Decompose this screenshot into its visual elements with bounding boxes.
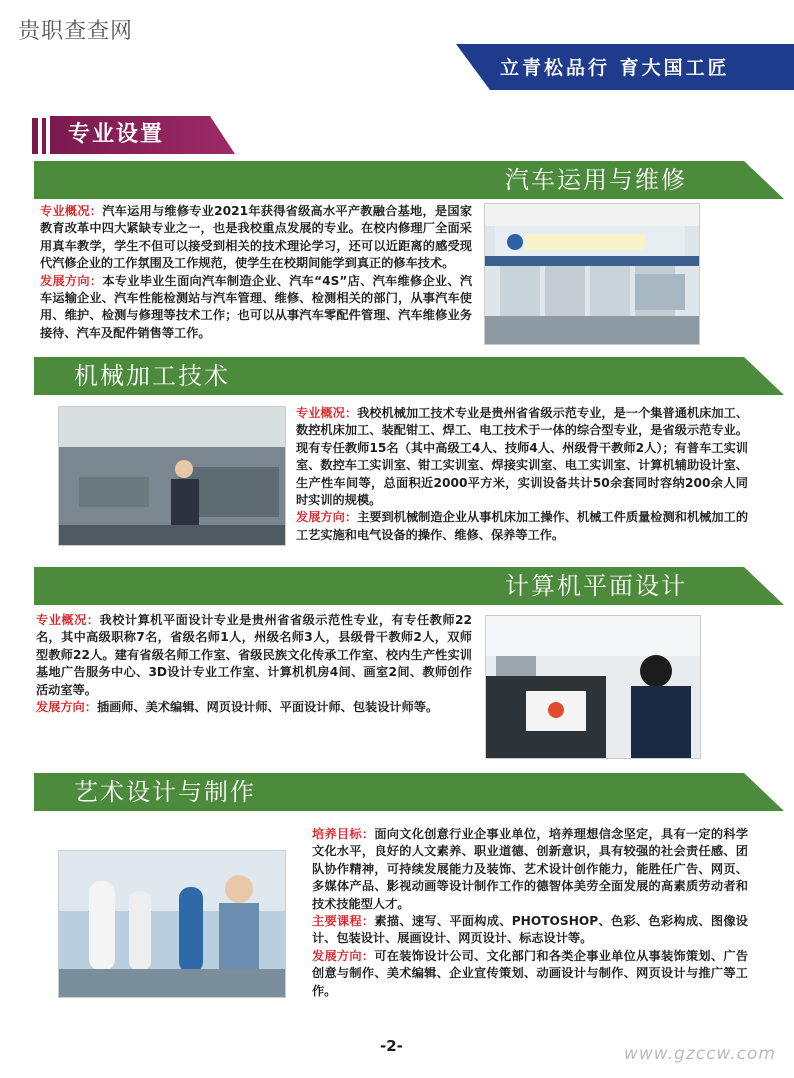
- page-number: -2-: [380, 1037, 403, 1055]
- major-2-direction: 主要到机械制造企业从事机床加工操作、机械工件质量检测和机械加工的工艺实施和电气设备的操作、维修、保养等工作。: [296, 510, 749, 542]
- major-1-direction-label: 发展方向：: [40, 273, 103, 288]
- major-4-goal-label: 培养目标：: [312, 827, 375, 841]
- major-4-title: 艺术设计与制作: [74, 778, 256, 806]
- major-3-title: 计算机平面设计: [505, 572, 687, 600]
- major-3-photo: [485, 615, 701, 759]
- section-accent-bar: [32, 118, 38, 154]
- major-3-text: [36, 612, 472, 716]
- major-1-overview-label: 专业概况：: [40, 204, 103, 218]
- major-2-overview: 我校机械加工技术专业是贵州省省级示范专业，是一个集普通机床加工、数控机床加工、装配钳工、焊工、电工技术于一体的综合型专业，是省级示范专业。现有专任教师15名（其中高级工4人、技师4人、州级骨干教师2人）；有普车工实训室、数控车工实训室、钳工实训室、焊接实训室、电工实训室、计算机辅助设计室、生产性车间等，总面积近2000平方米，实训设备共计50余套同时容纳200余人同时实训的规模。: [296, 406, 749, 508]
- major-1-direction: 本专业毕业生面向汽车制造企业、汽车“4S”店、汽车维修企业、汽车运输企业、汽车性能检测站与汽车管理、维修、检测相关的部门，从事汽车使用、维护、检测与修理等技术工作；也可以从事汽车零配件管理、汽车维修业务接待、汽车及配件销售等工作。: [40, 273, 473, 340]
- section-accent-bar-2: [42, 118, 46, 154]
- site-brand: 贵职查查网: [18, 19, 134, 44]
- major-1-title: 汽车运用与维修: [505, 166, 687, 194]
- major-4-courses: 素描、速写、平面构成、PHOTOSHOP、色彩、色彩构成、图像设计、包装设计、展画设计、网页设计、标志设计等。: [312, 914, 748, 946]
- major-2-direction-label: 发展方向：: [296, 510, 358, 525]
- major-2-photo: [58, 406, 286, 546]
- major-3-direction-label: 发展方向：: [36, 700, 97, 715]
- major-2-title: 机械加工技术: [74, 362, 230, 390]
- major-2-overview-label: 专业概况：: [296, 406, 358, 420]
- section-title: 专业设置: [68, 122, 165, 147]
- major-3-direction: 插画师、美术编辑、网页设计师、平面设计师、包装设计师等。: [96, 700, 439, 715]
- major-4-direction-label: 发展方向：: [312, 948, 375, 963]
- major-1-text: [40, 203, 472, 342]
- major-3-overview: 我校计算机平面设计专业是贵州省省级示范性专业，有专任教师22名，其中高级职称7名，省级名师1人，州级名师3人，县级骨干教师2人，双师型教师22人。建有省级名师工作室、省级民族文化传承工作室、校内生产性实训基地广告服务中心、3D设计专业工作室、计算机机房4间、画室2间、教师创作活动室等。: [36, 613, 473, 697]
- major-1-photo: [484, 203, 700, 345]
- major-4-photo: [58, 850, 286, 998]
- major-4-goal: 面向文化创意行业企事业单位，培养理想信念坚定，具有一定的科学文化水平，良好的人文素养、职业道德、创新意识，具有较强的社会责任感、团队协作精神，可持续发展能力及装饰、艺术设计创作能力，能胜任广告、网页、多媒体产品、影视动画等设计制作工作的德智体美劳全面发展的高素质劳动者和技术技能型人才。: [312, 827, 749, 911]
- major-4-courses-label: 主要课程：: [312, 914, 375, 929]
- major-1-overview: 汽车运用与维修专业2021年获得省级高水平产教融合基地，是国家教育改革中四大紧缺专业之一，也是我校重点发展的专业。在校内修理厂全面采用真车教学，学生不但可以接受到相关的技术理论学习，还可以近距离的感受现代汽修企业的工作氛围及工作规范，使学生在校期间能学到真正的修车技术。: [40, 204, 473, 271]
- watermark: www.gzccw.com: [624, 1044, 776, 1064]
- major-2-text: [296, 405, 748, 544]
- major-3-overview-label: 专业概况：: [36, 613, 100, 627]
- major-4-text: [312, 826, 748, 1000]
- slogan: 立青松品行 育大国工匠: [500, 57, 730, 79]
- major-4-direction: 可在装饰设计公司、文化部门和各类企事业单位从事装饰策划、广告创意与制作、美术编辑、企业宣传策划、动画设计与制作、网页设计与推广等工作。: [312, 948, 749, 998]
